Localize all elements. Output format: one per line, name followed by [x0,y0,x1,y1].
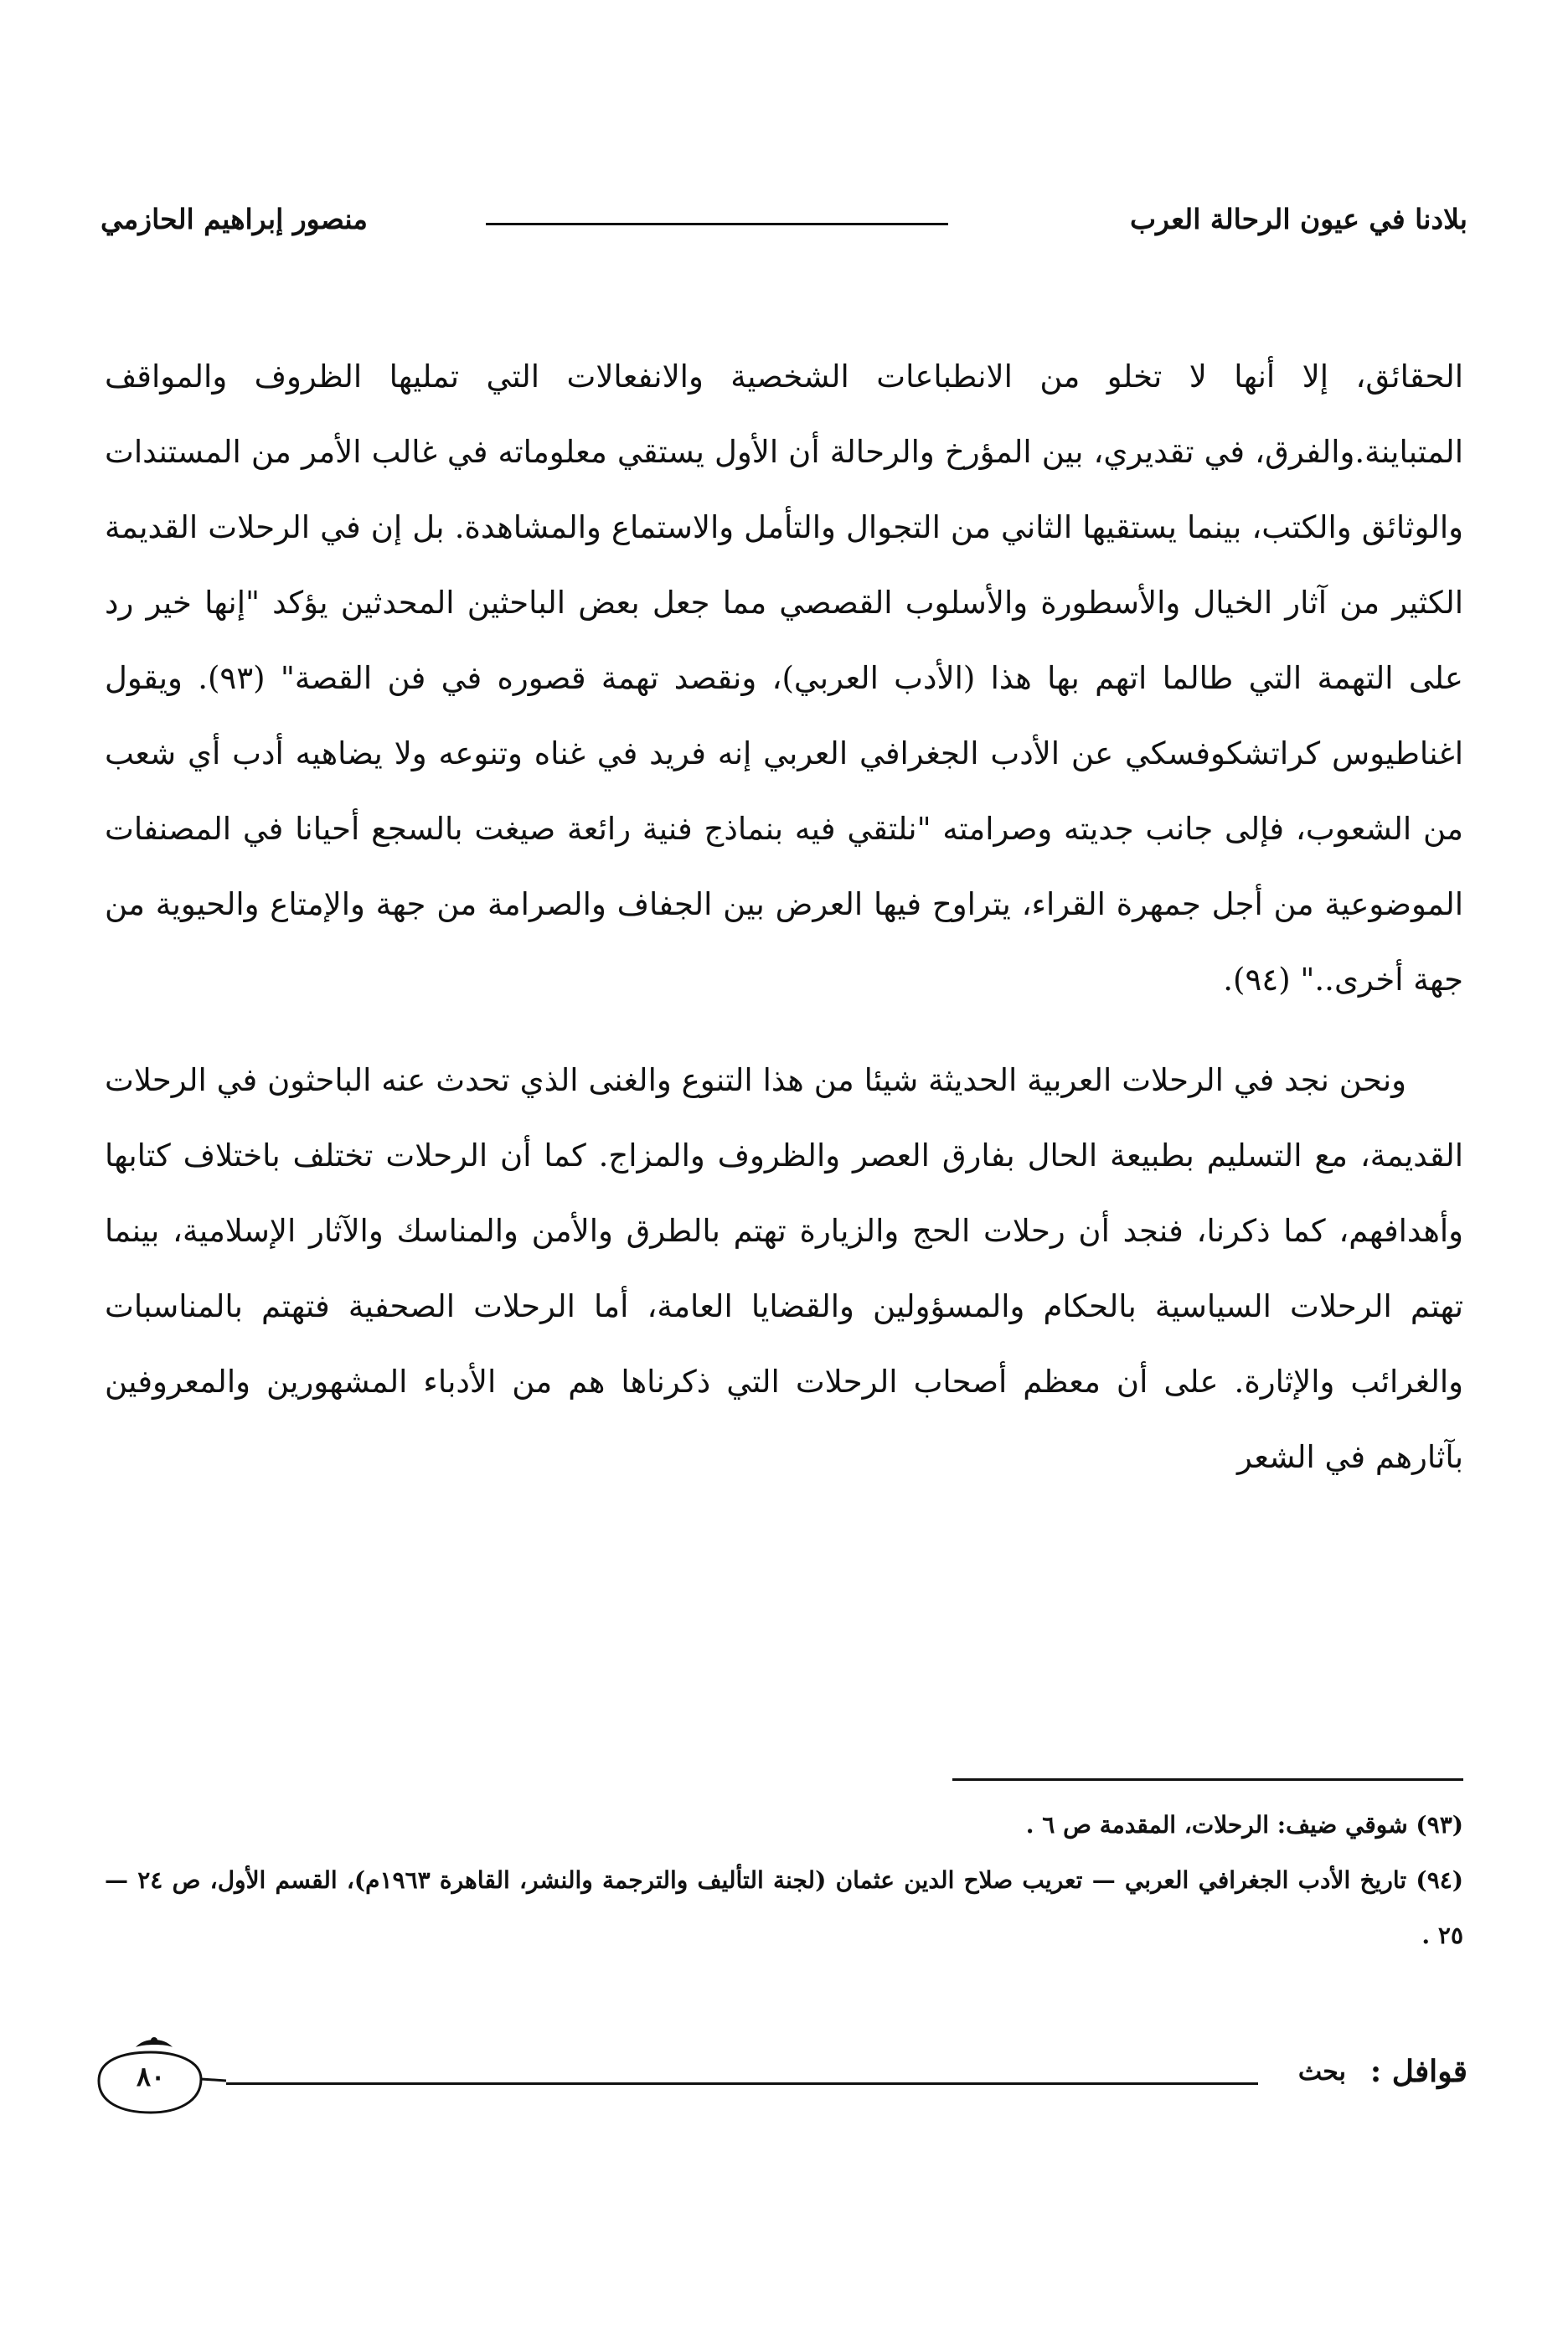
header-rule [486,223,948,225]
footnotes [105,1798,1463,1963]
page-footer [84,2029,1467,2121]
running-header [101,194,1467,245]
body-text [105,339,1463,1495]
section-label: بحث [1297,2057,1346,2087]
paragraph: ونحن نجد في الرحلات العربية الحديثة شيئا من هذا التنوع والغنى الذي تحدث عنه الباحثون في الرحلات القديمة، مع التسليم بطبيعة الحال بفارق العصر والظروف والمزاج. كما أن الرحلات تختلف باختلاف كتابها وأهدافهم، كما ذكرنا، فنجد أن رحلات الحج والزيارة تهتم بالطرق والأمن والمناسك والآثار الإسلامية، بينما تهتم الرحلات السياسية بالحكام والمسؤولين والقضايا العامة، أما الرحلات الصحفية فتهتم بالمناسبات والغرائب والإثارة. على أن معظم أصحاب الرحلات التي ذكرناها هم من الأدباء المشهورين والمعروفين بآثارهم في الشعر [105,1062,1463,1475]
author-name: منصور إبراهيم الحازمي [101,203,368,235]
page-number: ٨٠ [136,2061,166,2092]
footer-rule [226,2082,1258,2085]
paragraph: الحقائق، إلا أنها لا تخلو من الانطباعات الشخصية والانفعالات التي تمليها الظروف والمواقف المتباينة.والفرق، في تقديري، بين المؤرخ والرحالة أن الأول يستقي معلوماته في غالب الأمر من المستندات والوثائق والكتب، بينما يستقيها الثاني من التجوال والتأمل والاستماع والمشاهدة. بل إن في الرحلات القديمة الكثير من آثار الخيال والأسطورة والأسلوب القصصي مما جعل بعض الباحثين المحدثين يؤكد "إنها خير رد على التهمة التي طالما اتهم بها هذا (الأدب العربي)، ونقصد تهمة قصوره في فن القصة" (٩٣). ويقول اغناطيوس كراتشكوفسكي عن الأدب الجغرافي العربي إنه فريد في غناه وتنوعه ولا يضاهيه أدب أي شعب من الشعوب، فإلى جانب جديته وصرامته "نلتقي فيه بنماذج فنية رائعة صيغت بالسجع أحيانا في المصنفات الموضوعية من أجل جمهرة القراء، يتراوح فيها العرض بين الجفاف والصرامة من جهة والإمتاع والحيوية من جهة أخرى.." (٩٤). [105,359,1463,998]
footnote-separator [952,1778,1463,1781]
book-title: بلادنا في عيون الرحالة العرب [1129,203,1467,235]
footnote: (٩٣) شوقي ضيف: الرحلات، المقدمة ص ٦ . [1025,1811,1463,1839]
journal-name: قوافل : [1369,2054,1467,2089]
footnote: (٩٤) تاريخ الأدب الجغرافي العربي — تعريب صلاح الدين عثمان (لجنة التأليف والترجمة والنشر، القاهرة ١٩٦٣م)، القسم الأول، ص ٢٤ —٢٥ . [105,1866,1464,1949]
